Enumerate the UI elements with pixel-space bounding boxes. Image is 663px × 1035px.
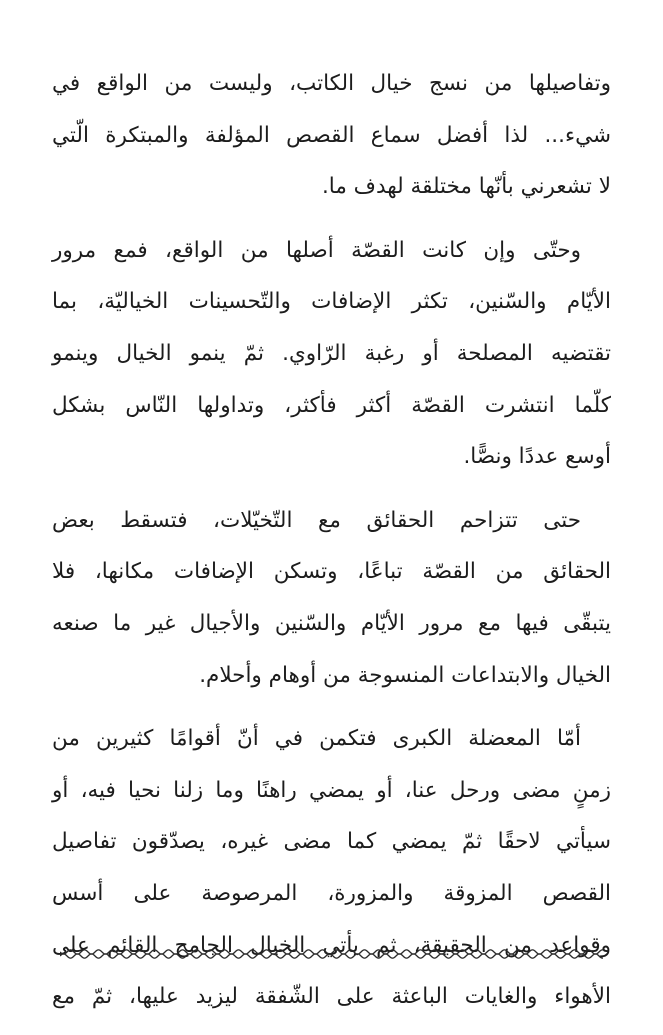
text-line: الخيال والابتداعات المنسوجة من أوهام وأحلام. bbox=[199, 662, 611, 688]
text-line: وقواعد من الحقيقة، ثم يأتي الخيال الجامح القائم على bbox=[52, 932, 611, 958]
text-line: حتى تتزاحم الحقائق مع التّخيّلات، فتسقط بعض bbox=[52, 507, 581, 533]
text-line: وتفاصيلها من نسج خيال الكاتب، وليست من الواقع في bbox=[52, 71, 611, 96]
paragraph-1 bbox=[52, 58, 611, 213]
text-line: أوسع عددًا ونصًّا. bbox=[463, 444, 611, 470]
text-line: الأيّام والسّنين، تكثر الإضافات والتّحسينات الخياليّة، بما bbox=[52, 289, 611, 315]
paragraph-2 bbox=[52, 225, 611, 483]
text-line: يتبقّى فيها مع مرور الأيّام والسّنين والأجيال غير ما صنعه bbox=[52, 610, 611, 636]
text-line: كلّما انتشرت القصّة أكثر فأكثر، وتداولها النّاس بشكل bbox=[52, 392, 611, 418]
wavy-divider bbox=[60, 948, 603, 960]
text-line: شيء... لذا أفضل سماع القصص المؤلفة والمبتكرة الّتي bbox=[52, 122, 611, 148]
text-line: لا تشعرني بأنّها مختلقة لهدف ما. bbox=[321, 174, 611, 200]
text-line: زمنٍ مضى ورحل عنا، أو يمضي راهنًا وما زلنا نحيا فيه، أو bbox=[52, 777, 611, 803]
text-line: الأهواء والغايات الباعثة على الشّفقة ليزيد عليها، ثمّ مع bbox=[52, 984, 611, 1010]
text-line: الحقائق من القصّة تباعًا، وتسكن الإضافات مكانها، فلا bbox=[52, 559, 611, 585]
text-line: القصص المزوقة والمزورة، المرصوصة على أسس bbox=[52, 880, 611, 906]
text-line: تقتضيه المصلحة أو رغبة الرّاوي. ثمّ ينمو الخيال وينمو bbox=[52, 340, 611, 366]
paragraph-4 bbox=[52, 713, 611, 1023]
text-line: وحتّى وإن كانت القصّة أصلها من الواقع، فمع مرور bbox=[52, 237, 581, 263]
paragraph-3 bbox=[52, 495, 611, 701]
text-line: سيأتي لاحقًا ثمّ يمضي كما مضى غيره، يصدّقون تفاصيل bbox=[52, 829, 611, 855]
body-text bbox=[52, 58, 611, 1035]
text-line: أمّا المعضلة الكبرى فتكمن في أنّ أقوامًا كثيرين من bbox=[52, 726, 581, 752]
